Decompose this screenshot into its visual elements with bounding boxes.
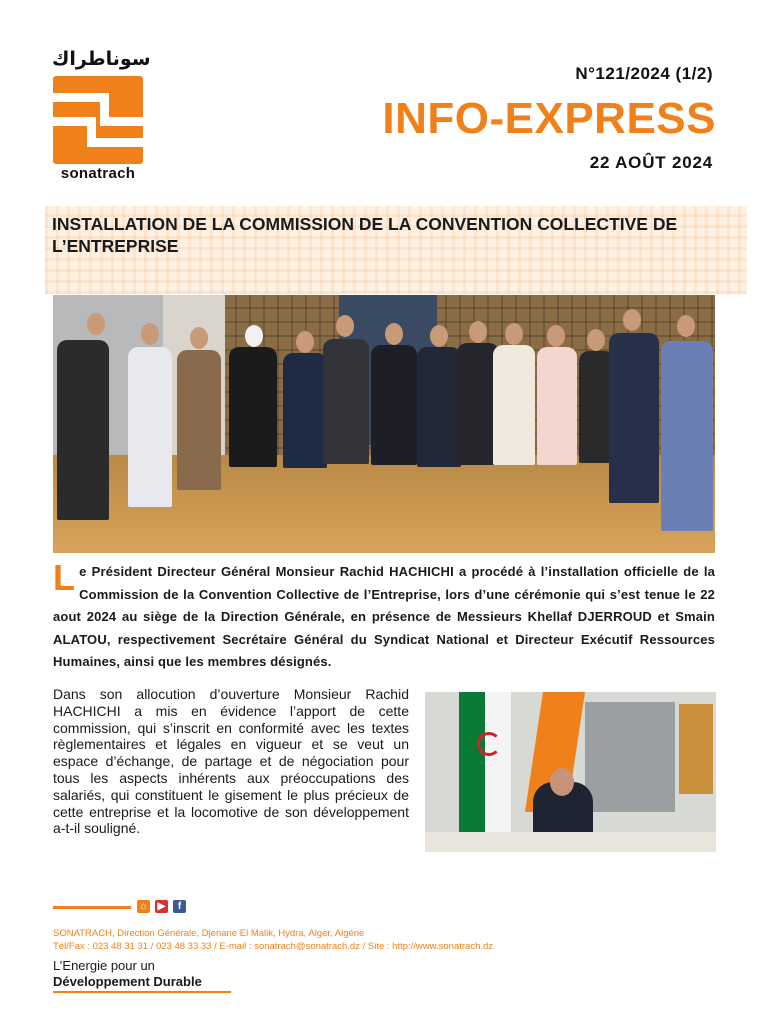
logo-name: sonatrach bbox=[60, 165, 136, 182]
group-photo bbox=[53, 295, 715, 553]
lead-text: e Président Directeur Général Monsieur Rachid HACHICHI a procédé à l’installation officielle de la Commission de la Convention Collective de l’Entreprise, lors d’une cérémonie qui s’est tenue le 22 aout 2024 au siège de la Direction Générale, en présence de Messieurs Khellaf DJERROUD et Smain ALATOU, respectivement Secrétaire Général du Syndicat National et Directeur Exécutif Ressources Humaines, ainsi que les membres désignés. bbox=[53, 564, 715, 669]
footer-address: SONATRACH, Direction Générale, Djenane El Malik, Hydra, Alger, Algérie bbox=[53, 928, 365, 939]
speech-photo bbox=[425, 692, 716, 852]
slogan-line-2: Développement Durable bbox=[53, 974, 202, 989]
logo-arabic-text: سوناطراك bbox=[52, 48, 151, 70]
home-icon[interactable]: ⌂ bbox=[137, 900, 150, 913]
drop-cap: L bbox=[53, 557, 76, 598]
sonatrach-logo bbox=[53, 76, 143, 164]
footer-contact: Tél/Fax : 023 48 31 31 / 023 48 33 33 / E-mail : sonatrach@sonatrach.dz / Site : http://www.sonatrach.dz bbox=[53, 941, 494, 952]
footer-divider bbox=[53, 906, 131, 909]
slogan-line-1: L’Energie pour un bbox=[53, 958, 155, 973]
issue-number: N°121/2024 (1/2) bbox=[575, 64, 713, 83]
lead-paragraph bbox=[53, 557, 715, 674]
facebook-icon[interactable]: f bbox=[173, 900, 186, 913]
issue-date: 22 AOÛT 2024 bbox=[589, 153, 713, 172]
youtube-icon[interactable]: ▶ bbox=[155, 900, 168, 913]
slogan-underline bbox=[53, 991, 231, 993]
article-title: INSTALLATION DE LA COMMISSION DE LA CONVENTION COLLECTIVE DE L’ENTREPRISE bbox=[52, 214, 678, 256]
body-paragraph: Dans son allocution d’ouverture Monsieur Rachid HACHICHI a mis en évidence l’apport de cette commission, qui s’inscrit en conformité avec les textes règlementaires et légales en vigueur et se veut un espace d’échange, de partage et de négociation pour tous les aspects inhérents aux préoccupations des salariés, qui constituent le gisement le plus précieux de cette entreprise et la locomotive de son développement a-t-il souligné. bbox=[53, 686, 409, 837]
newsletter-title: INFO-EXPRESS bbox=[382, 94, 716, 143]
